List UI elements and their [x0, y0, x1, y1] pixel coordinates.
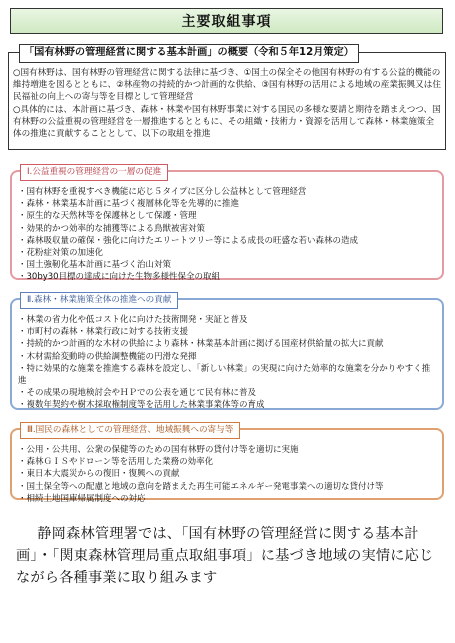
list-item: ・特に効果的な施業を推進する森林を設定し、「新しい林業」の実現に向けた効率的な施業を分かりやすく推進: [18, 363, 431, 387]
section-item-list: [18, 314, 436, 412]
page-title: 主要取組事項: [10, 8, 443, 34]
list-item: ・市町村の森林・林業行政に対する技術支援: [18, 327, 189, 338]
section-item-list: [18, 444, 436, 505]
list-item: ・森林・林業基本計画に基づく複層林化等を先導的に推進: [18, 199, 240, 210]
list-item: ・国土保全等への配慮と地域の意向を踏まえた再生可能エネルギー発電事業への適切な貸付け等: [18, 481, 384, 492]
list-item: ・公用・公共用、公衆の保健等のための国有林野の貸付け等を適切に実施: [18, 445, 299, 455]
list-item: ・相続土地国庫帰属制度への対応: [18, 493, 146, 504]
basic-plan-heading: 「国有林野の管理経営に関する基本計画」の概要（令和５年12月策定）: [19, 44, 359, 63]
office-statement: 静岡森林管理署では、「国有林野の管理経営に関する基本計画」・「関東森林管理局重点取組事項」に基づき地域の実情に応じながら各種事業に取り組みます: [16, 526, 434, 586]
section-heading: Ⅱ.森林・林業施策全体の推進への貢献: [20, 292, 178, 309]
list-item: ・花粉症対策の加速化: [18, 248, 104, 259]
list-item: ・国土強靭化基本計画に基づく治山対策: [18, 260, 172, 271]
list-item: ・複数年契約や樹木採取権制度等を活用した林業事業体等の育成: [18, 400, 265, 411]
section-forestry-contribution: [10, 295, 444, 411]
section-public-interest: [10, 167, 444, 283]
list-item: ・国有林野を重視すべき機能に応じ５タイプに区分し公益林として管理経営: [18, 187, 307, 197]
list-item: ・東日本大震災からの復旧・復興への貢献: [18, 469, 180, 480]
basic-plan-paragraph: ○具体的には、本計画に基づき、森林・林業や国有林野事業に対する国民の多様な要請と期待を踏まえつつ、国有林野の公益重視の管理経営を一層推進するとともに、その組織・技術力・資源を活用して森林・林業施策全体の推進に貢献することとして、以下の取組を推進: [13, 104, 441, 140]
section-heading: Ⅰ.公益重視の管理経営の一層の促進: [20, 164, 168, 181]
list-item: ・効果的かつ効率的な捕獲等による鳥獣被害対策: [18, 223, 206, 234]
section-regional-promotion: [10, 425, 444, 504]
list-item: ・森林吸収量の確保・強化に向けたエリートツリー等による成長の旺盛な若い森林の造成: [18, 235, 359, 246]
list-item: ・持続的かつ計画的な木材の供給により森林・林業基本計画に掲げる国産材供給量の拡大に貢献: [18, 339, 384, 350]
list-item: ・森林ＧＩＳやドローン等を活用した業務の効率化: [18, 457, 214, 468]
basic-plan-paragraph: ○国有林野は、国有林野の管理経営に関する法律に基づき、①国土の保全その他国有林野の有する公益的機能の維持増進を図るとともに、②林産物の持続的かつ計画的な供給、③国有林野の活用による地域の産業振興又は住民福祉の向上への寄与等を目標として管理経営: [13, 68, 441, 103]
list-item: ・木材需給変動時の供給調整機能の円滑な発揮: [18, 351, 197, 362]
list-item: ・林業の省力化や低コスト化に向けた技術開発・実証と普及: [18, 315, 248, 325]
basic-plan-body: [13, 67, 441, 140]
basic-plan-summary-box: [8, 47, 446, 150]
list-item: ・その成果の現地検討会やＨＰでの公表を通じて民有林に普及: [18, 388, 257, 399]
list-item: ・30by30目標の達成に向けた生物多様性保全の取組: [18, 272, 221, 283]
section-heading: Ⅲ.国民の森林としての管理経営、地域振興への寄与等: [20, 422, 240, 439]
list-item: ・原生的な天然林等を保護林として保護・管理: [18, 211, 197, 222]
section-item-list: [18, 186, 436, 284]
